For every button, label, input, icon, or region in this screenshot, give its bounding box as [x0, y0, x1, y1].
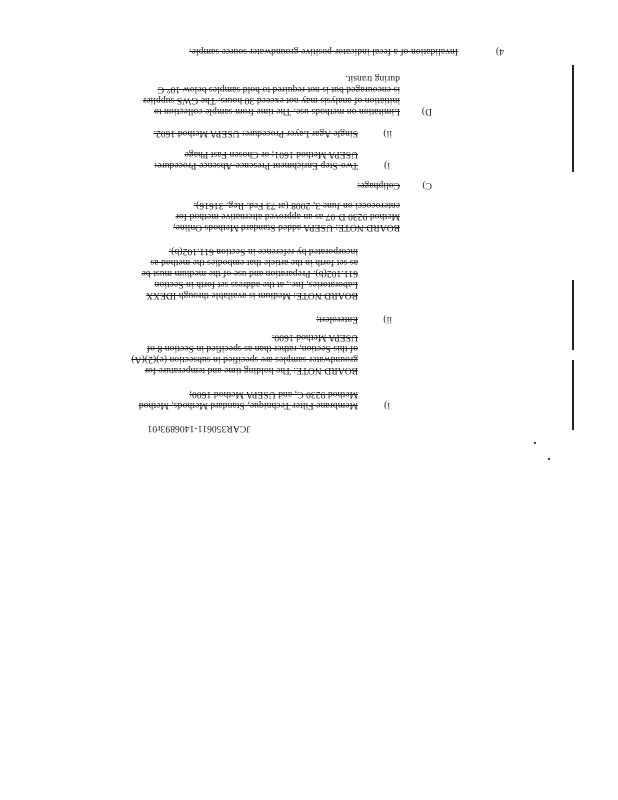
- item-label: C): [422, 180, 432, 190]
- item-label: i): [383, 160, 390, 170]
- board-note-line: incorporated by reference in Section 611.102(b).: [168, 246, 358, 256]
- item-label: ii): [383, 314, 392, 324]
- item-line: is encouraged but is not required to hold samples below 10° C: [157, 84, 400, 94]
- item-line: Two-Step Enrichment Presence-Absence Procedure:: [154, 160, 358, 170]
- revision-margin-bar: [573, 280, 575, 350]
- board-note-line: BOARD NOTE: The holding time and temperature for: [144, 365, 358, 375]
- board-note-line: enterococci on June 3, 2008 (at 73 Fed. Reg. 31616).: [193, 200, 400, 210]
- board-note-line: of this Section, rather than as specified in Section 8 of: [146, 343, 358, 353]
- board-note-line: BOARD NOTE: USEPA added Standard Methods Online,: [173, 222, 400, 232]
- board-note-line: Laboratories, Inc., at the address set forth in Section: [154, 279, 358, 289]
- item-line: Enterolert;: [316, 314, 358, 324]
- item-line: Method 9230 C, and USEPA Method 1600;: [189, 389, 358, 399]
- revision-margin-bar: [573, 65, 575, 172]
- item-line: Single Agar Layer Procedure: USEPA Method 1602.: [153, 128, 358, 138]
- item-line: Limitation on methods use. The time from sample collection to: [153, 106, 400, 116]
- item-line: Membrane Filter Technique, Standard Methods, Method: [138, 400, 358, 410]
- board-note-line: Method 9230 D-07 as an approved alternative method for: [175, 211, 400, 221]
- item-label: D): [421, 106, 432, 116]
- item-line: Invalidation of a fecal indicator-positive groundwater source sample.: [189, 46, 458, 56]
- revision-margin-bar: [573, 360, 575, 430]
- item-line: initiation of analysis may not exceed 30 hours. The GWS supplier: [142, 95, 400, 105]
- board-note-line: 611.102(b). Preparation and use of the medium must be: [141, 268, 358, 278]
- board-note-line: USEPA Method 1600.: [271, 332, 358, 342]
- item-label: i): [383, 400, 390, 410]
- speck-mark: [549, 459, 551, 461]
- document-header: JCAR350611-1406893r01: [147, 423, 250, 433]
- board-note-line: BOARD NOTE: Medium is available through IDEXX: [146, 290, 358, 300]
- item-label: ii): [383, 128, 392, 138]
- item-label: 4): [495, 46, 504, 56]
- item-line: USEPA Method 1601; or Chosen Fast Phage: [184, 149, 358, 159]
- board-note-line: as set forth in the article that embodies the method as: [150, 257, 358, 267]
- item-line: during transit.: [345, 73, 400, 83]
- speck-mark: [535, 443, 537, 445]
- item-line: Coliphage:: [357, 180, 400, 190]
- board-note-line: groundwater samples are specified in subsection (e)(2)(A): [131, 354, 358, 364]
